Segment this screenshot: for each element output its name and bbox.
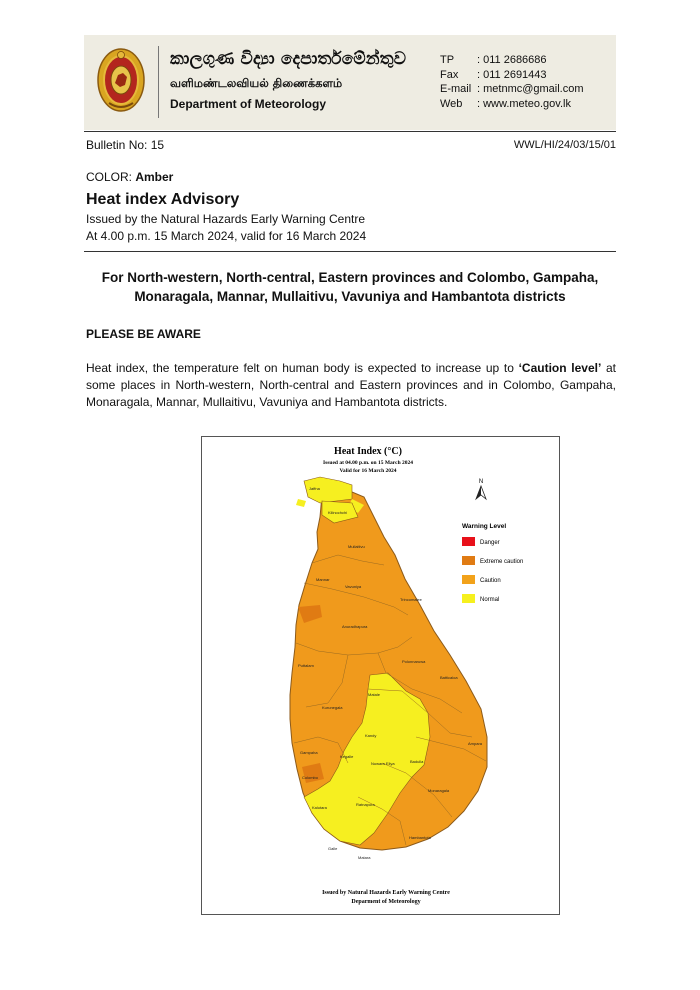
map-footer-issuer: Issued by Natural Hazards Early Warning Centre — [322, 890, 450, 896]
svg-text:Galle: Galle — [328, 846, 338, 851]
contact-block — [440, 53, 584, 111]
svg-text:Normal: Normal — [480, 597, 500, 603]
svg-text:Matara: Matara — [358, 855, 371, 860]
svg-text:Trincomalee: Trincomalee — [400, 597, 422, 602]
svg-text:Mullaitivu: Mullaitivu — [348, 544, 365, 549]
svg-text:N: N — [478, 479, 484, 485]
advisory-paragraph: Heat index, the temperature felt on human body is expected to increase up to ‘Caution level’ at some places in North-western, North-central and Eastern provinces and in Colombo, Gampaha, Monaragala, Mannar, Mullaitivu, Vavuniya and Hambantota districts. — [86, 361, 616, 409]
issued-at: At 4.00 p.m. 15 March 2024, valid for 16 March 2024 — [86, 229, 367, 243]
please-be-aware: PLEASE BE AWARE — [86, 327, 201, 341]
svg-text:Ratnapura: Ratnapura — [356, 802, 375, 807]
divider-middle — [84, 251, 616, 252]
map-legend — [462, 523, 523, 603]
map-footer-department: Deparment of Meteorology — [351, 899, 421, 905]
legend-swatch-normal — [462, 594, 475, 603]
bulletin-reference: WWL/HI/24/03/15/01 — [513, 139, 616, 151]
map-title: Heat Index (°C) — [334, 446, 402, 457]
svg-text:Ampara: Ampara — [468, 741, 483, 746]
legend-swatch-danger — [462, 537, 475, 546]
svg-text:Colombo: Colombo — [302, 775, 319, 780]
svg-text:Polonnaruwa: Polonnaruwa — [402, 659, 426, 664]
svg-text:Puttalam: Puttalam — [298, 663, 314, 668]
color-level: COLOR: Amber — [86, 170, 174, 184]
legend-swatch-extreme-caution — [462, 556, 475, 565]
contact-email: E-mail : metnmc@gmail.com — [440, 83, 584, 95]
divider-top — [84, 131, 616, 132]
header-divider — [158, 46, 159, 118]
svg-text:Matale: Matale — [368, 692, 381, 697]
svg-text:Nuwara Eliya: Nuwara Eliya — [371, 761, 395, 766]
svg-text:Batticaloa: Batticaloa — [440, 675, 458, 680]
svg-text:Kalutara: Kalutara — [312, 805, 327, 810]
department-name-sinhala: කාලගුණ විද්‍යා දෙපාර්තමේන්තුව — [170, 49, 407, 69]
svg-text:Danger: Danger — [480, 540, 500, 546]
legend-swatch-caution — [462, 575, 475, 584]
svg-text:Warning Level: Warning Level — [462, 523, 507, 530]
svg-text:Kandy: Kandy — [365, 733, 377, 738]
advisory-title: Heat index Advisory — [86, 191, 240, 208]
svg-text:Kurunegala: Kurunegala — [322, 705, 343, 710]
contact-fax: Fax : 011 2691443 — [440, 68, 547, 81]
department-name-tamil: வளிமண்டலவியல் திணைக்களம் — [170, 76, 343, 90]
svg-text:Extreme caution: Extreme caution — [480, 559, 524, 565]
svg-text:Jaffna: Jaffna — [309, 486, 320, 491]
region-heading: For North-western, North-central, Eastern provinces and Colombo, Gampaha, Monaragala, Mannar, Mullaitivu, Vavuniya and Hambantota districts — [101, 270, 599, 304]
department-name-english: Department of Meteorology — [170, 97, 327, 111]
svg-text:Gampaha: Gampaha — [300, 750, 318, 755]
state-emblem-logo — [96, 45, 146, 115]
svg-text:Mannar: Mannar — [316, 577, 330, 582]
svg-text:Caution: Caution — [480, 578, 501, 584]
issued-by: Issued by the Natural Hazards Early Warning Centre — [86, 212, 366, 226]
svg-text:Vavuniya: Vavuniya — [345, 584, 362, 589]
map-issued: Issued at 04.00 p.m. on 15 March 2024 — [322, 460, 414, 466]
north-arrow-icon — [476, 479, 486, 499]
contact-web: Web : www.meteo.gov.lk — [440, 97, 571, 110]
svg-text:Kegalle: Kegalle — [340, 754, 354, 759]
map-valid: Valid for 16 March 2024 — [339, 468, 397, 474]
svg-text:Kilinochchi: Kilinochchi — [328, 510, 348, 515]
bulletin-number: Bulletin No: 15 — [86, 138, 165, 152]
contact-phone: TP : 011 2686686 — [440, 54, 547, 66]
svg-text:Badulla: Badulla — [410, 759, 424, 764]
svg-text:Anuradhapura: Anuradhapura — [342, 624, 368, 629]
svg-text:Monaragala: Monaragala — [428, 788, 450, 793]
svg-text:Hambantota: Hambantota — [409, 835, 431, 840]
heat-index-map — [201, 436, 560, 915]
